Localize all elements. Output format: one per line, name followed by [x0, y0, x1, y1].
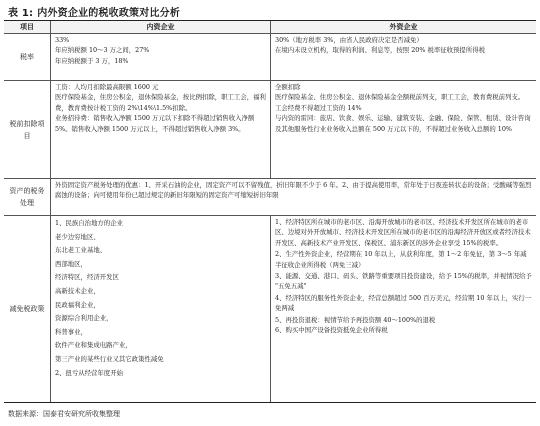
text-line: 2、扭亏从经营年度开始 [55, 368, 123, 377]
table-title-text: 内外资企业的税收政策对比分析 [37, 8, 181, 19]
text-line: 西部地区， [55, 259, 87, 268]
row-label-exemption: 减免税政策 [9, 305, 45, 313]
text-line: 民政福利企业， [55, 300, 100, 309]
text-line: 高新技术企业， [55, 286, 100, 295]
text-line: 科普事业， [55, 327, 87, 336]
exemption-foreign [270, 216, 536, 402]
text-line: 第三产业的某些行业又其它政策性减免 [55, 354, 164, 363]
header-foreign: 外资企业 [270, 21, 536, 33]
text-line: 工资：人均月扣除最高限额 1600 元 [55, 83, 159, 91]
text-line: 东北老工业基地、 [55, 246, 107, 255]
text-line: 全额扣除 [275, 83, 301, 91]
deduction-domestic [50, 81, 270, 178]
depreciation-text [50, 179, 536, 215]
table-row-exemption [4, 216, 536, 402]
text-line: 年应纳税额 10～3 万之间，27% [55, 46, 150, 55]
row-label-depreciation: 资产的税务处理 [9, 187, 45, 207]
table-number: 表 1: [8, 8, 34, 19]
tax-rate-foreign [270, 34, 536, 80]
table-title [8, 4, 180, 19]
table-row-tax-rate [4, 34, 536, 81]
text-line: 4、经济特区的服务性外资企业，经营总额超过 500 百万美元，经营期 10 年以上，实行一免两减 [275, 293, 532, 313]
table-header-row [4, 21, 536, 34]
text-line: 外资固定资产税务处理的优惠：1、开采石油的企业，固定资产可以不留残值，折旧年限不少于 6 年。2、由于提高使用率，常年处于日夜连转状态的设备；受酸碱等强烈腐蚀的设备；向可使用年份已超过规定的新旧年限短的固定资产可缩短折旧年限 [55, 181, 532, 200]
text-line: 软件产业和集成电路产业， [55, 341, 132, 350]
text-line: 医疗保险基金、住房公积金、退休保险基金全额税前列支，职工工会，教育费税前列支。 [275, 93, 525, 102]
text-line: 5、再投资退税：视情节给予再投资额 40～100%的退税 [275, 315, 436, 324]
text-line: 1、经济特区所在城市的老市区、沿海开放城市的老市区、经济技术开发区所在城市的老市区、边境对外开放城市、经济技术开发区所在城市的老市区的沿海经济开放区或者经济技术开发区、高新技术产业开发区、保税区、浦东新区的涉外企业享受 15%的税率。 [275, 218, 531, 247]
data-source-note: 数据来源：国泰君安研究所收集整理 [8, 410, 120, 418]
deduction-foreign [270, 81, 536, 178]
text-line: 33% [55, 36, 70, 44]
text-line: 工会经费不得超过工资的 14% [275, 103, 362, 112]
text-line: 30%（地方税率 3%，由省人民政府决定是否减免） [275, 36, 423, 44]
text-line: 6、购买中国产设备投资抵免企业所得税 [275, 326, 388, 335]
exemption-domestic [50, 216, 270, 402]
text-line: 业务招待费：销售收入净额 1500 万元以下扣除不得超过销售收入净额 5%。销售收入净额 1500 万元以上，不得超过销售收入净额 3%。 [55, 114, 255, 133]
header-item: 项目 [4, 21, 50, 33]
text-line: 资源综合利用企业， [55, 314, 113, 323]
text-line: 老少边穷地区、 [55, 232, 100, 241]
text-line: 医疗保险基金，住房公积金，退休保险基金，按比例扣除，职工工会，福利费，教育费按计税工资的 2%\14%\1.5%扣除。 [55, 93, 266, 112]
tax-rate-domestic [50, 34, 270, 80]
text-line: 3、能源、交通、港口、码头、铁路等重要项目投资建设，给予 15%的税率，并视情况给予 "五免五减" [275, 272, 532, 291]
table-row-depreciation [4, 179, 536, 216]
header-domestic: 内资企业 [50, 21, 270, 33]
text-line: 1、民族自治地方的企业 [55, 219, 123, 227]
table-row-deduction [4, 81, 536, 179]
text-line: 年应纳税额于 3 万，18% [55, 56, 129, 65]
text-line: 2、生产性外资企业，经营期在 10 年以上，从获利年度，第 1～2 年免征，第 3～5 年减半征收企业所得税（两免三减） [275, 250, 527, 269]
text-line: 在境内未设立机构，取得的利润、利息等，按照 20% 税率征收预提所得税 [275, 46, 485, 55]
text-line: 与内资的雷同：旅店、饮食、娱乐、运输、建筑安装、金融、保险、保管、租赁、设计咨询及其他服务性行业业务收入总额在 500 万元以下的，不得超过业务收入总额的 10% [275, 114, 531, 133]
tax-comparison-table [4, 20, 536, 403]
row-label-tax-rate: 税率 [20, 53, 34, 61]
text-line: 经济特区，经济开发区 [55, 273, 119, 282]
row-label-deduction: 税前扣除项目 [9, 119, 45, 140]
